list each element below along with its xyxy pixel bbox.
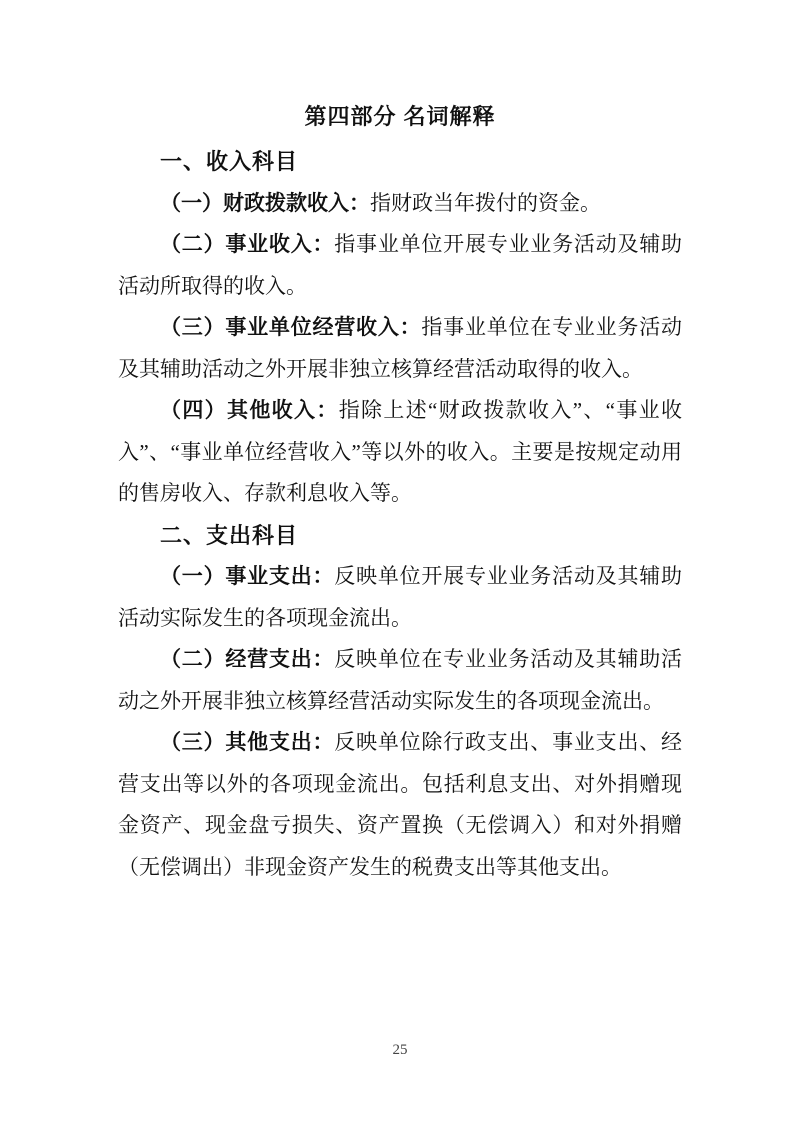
income-item-2-term: （二）事业收入： (160, 232, 335, 256)
page-content (118, 95, 682, 888)
section-heading-expenditure: 二、支出科目 (160, 522, 299, 548)
income-item-1 (118, 183, 682, 225)
expenditure-item-3-desc: 反映单位除行政支出、事业支出、经营支出等以外的各项现金流出。包括利息支出、对外捐赠现金资产、现金盘亏损失、资产置换（无偿调入）和对外捐赠（无偿调出）非现金资产发生的税费支出等其他支出。 (118, 730, 683, 879)
income-item-1-desc: 指财政当年拨付的资金。 (370, 190, 601, 215)
income-item-3 (118, 307, 682, 390)
section-heading-income: 一、收入科目 (160, 149, 299, 174)
expenditure-item-1-desc: 反映单位开展专业业务活动及其辅助活动实际发生的各项现金流出。 (118, 564, 683, 630)
expenditure-item-2-term: （二）经营支出： (160, 647, 335, 671)
income-item-2 (118, 224, 682, 307)
income-item-2-desc: 指事业单位开展专业业务活动及辅助活动所取得的收入。 (118, 232, 683, 298)
expenditure-item-2-desc: 反映单位在专业业务活动及其辅助活动之外开展非独立核算经营活动实际发生的各项现金流出。 (118, 647, 683, 713)
page-number: 25 (392, 1042, 408, 1058)
income-item-4-desc: 指除上述“财政拨款收入”、“事业收入”、“事业单位经营收入”等以外的收入。主要是按规定动用的售房收入、存款利息收入等。 (118, 398, 683, 505)
expenditure-item-1-term: （一）事业支出： (160, 564, 335, 588)
income-item-1-term: （一）财政拨款收入： (160, 190, 370, 215)
expenditure-item-2 (118, 639, 682, 722)
income-item-3-term: （三）事业单位经营收入： (160, 315, 422, 339)
expenditure-item-3-term: （三）其他支出： (160, 730, 335, 754)
income-item-3-desc: 指事业单位在专业业务活动及其辅助活动之外开展非独立核算经营活动取得的收入。 (118, 315, 682, 381)
page-title: 第四部分 名词解释 (304, 104, 496, 129)
income-item-4-term: （四）其他收入： (160, 398, 339, 422)
expenditure-item-1 (118, 556, 682, 639)
income-item-4 (118, 390, 682, 515)
expenditure-item-3 (118, 722, 682, 888)
